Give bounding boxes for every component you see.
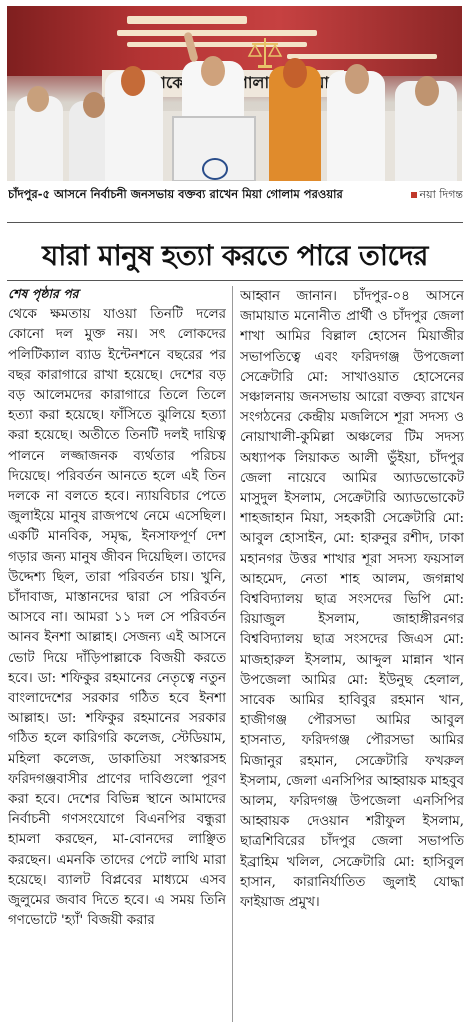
source-square-icon [411, 192, 417, 198]
podium-logo-icon [202, 158, 228, 180]
article-text-left: থেকে ক্ষমতায় যাওয়া তিনটি দলের কোনো দল মুক্ত নয়। সৎ লোকদের পলিটিক্যাল ব্যাড ইন্টেনশনে বছরের পর বছর কারাগারে রাখা হয়েছে। দেশের বড় বড় আলেমদের কারাগারে তিলে তিলে হত্যা করা হয়েছে। ফাঁসিতে ঝুলিয়ে হত্যা করা হয়েছে। অতীতে তিনটি দলই দায়িত্ব পালনে লজ্জাজনক ব্যর্থতার পরিচয় দিয়েছে। পরিবর্তন আনতে হলে এই তিন দলকে না বলতে হবে। ন্যায়বিচার পেতে জুলাইয়ে মানুষ রাজপথে নেমে এসেছিল। একটি মানবিক, সমৃদ্ধ, ইনসাফপূর্ণ দেশ গড়ার জন্য মানুষ জীবন দিয়েছিল। তাদের উদ্দেশ্য ছিল, তারা পরিবর্তন চায়। খুনি, চাঁদাবাজ, মাস্তানদের দ্বারা সে পরিবর্তন আসবে না। আমরা ১১ দল সে পরিবর্তন আনব ইনশা আল্লাহ। সেজন্য এই আসনে ভোট দিয়ে দাঁড়িপাল্লাকে বিজয়ী করতে হবে। ডা: শফিকুর রহমানের নেতৃত্বে নতুন বাংলাদেশের সরকার গঠিত হবে ইনশা আল্লাহ। ডা: শফিকুর রহমানের সরকার গঠিত হলে কারিগরি কলেজ, স্টেডিয়াম, মহিলা কলেজ, ডাকাতিয়া সংস্কারসহ ফরিদগঞ্জবাসীর প্রাণের দাবিগুলো পূরণ করা হবে। দেশের বিভিন্ন স্থানে আমাদের নির্বাচনী গণসংযোগে বিএনপির বন্ধুরা হামলা করছেন, মা-বোনদের লাঞ্ছিত করছেন। এমনকি তাদের পেটে লাথি মারা হয়েছে। ব্যালট বিপ্লবের মাধ্যমে এসব জুলুমের জবাব দিতে হবে। এ সময় তিনি গণভোটে 'হ্যাঁ' বিজয়ী করার [8, 307, 226, 929]
person-head [83, 92, 105, 118]
caption-text: চাঁদপুর-৫ আসনে নির্বাচনী জনসভায় বক্তব্য রাখেন মিয়া গোলাম পরওয়ার [8, 187, 343, 201]
person-head [345, 64, 369, 94]
divider-top [7, 222, 463, 223]
scale-emblem-icon [247, 34, 283, 70]
article-column-left [8, 284, 226, 1024]
news-photo [7, 6, 462, 181]
person-head [27, 86, 49, 112]
article-column-right [240, 287, 464, 1023]
continuation-label: শেষ পৃষ্ঠার পর [8, 286, 79, 301]
column-divider [232, 286, 233, 1022]
person-head [121, 66, 145, 96]
divider-headline [7, 280, 463, 281]
person-head [283, 58, 307, 88]
podium [172, 116, 256, 181]
person-head [415, 76, 439, 106]
headline: যারা মানুষ হত্যা করতে পারে তাদের [42, 239, 428, 272]
banner-text: গোলাম [102, 70, 344, 97]
article-text-right: আহ্বান জানান। চাঁদপুর-০৪ আসনে জামায়াত মনোনীত প্রার্থী ও চাঁদপুর জেলা শাখা আমির বিল্লাল হোসেন মিয়াজীর সভাপতিত্বে এবং ফরিদগঞ্জ উপজেলা সেক্রেটারি মো: সাখাওয়াত হোসেনের সঞ্চালনায় জনসভায় আরো বক্তব্য রাখেন সংগঠনের কেন্দ্রীয় মজলিসে শূরা সদস্য ও নোয়াখালী-কুমিল্লা অঞ্চলের টিম সদস্য অধ্যাপক লিয়াকত আলী ভুঁইয়া, চাঁদপুর জেলা নায়েবে আমির অ্যাডভোকেট মাসুদুল ইসলাম, সেক্রেটারি অ্যাডভোকেট শাহজাহান মিয়া, সহকারী সেক্রেটারি মো: আবুল হোসাইন, মো: হারুনুর রশীদ, ঢাকা মহানগর উত্তর শাখার শূরা সদস্য ফয়সাল আহমেদ, নেতা শাহ আলম, জগন্নাথ বিশ্ববিদ্যালয় ছাত্র সংসদের ভিপি মো: রিয়াজুল ইসলাম, জাহাঙ্গীরনগর বিশ্ববিদ্যালয় ছাত্র সংসদের জিএস মো: মাজহারুল ইসলাম, আব্দুল মান্নান খান উপজেলা আমির মো: ইউনুছ হেলাল, সাবেক আমির হাবিবুর রহমান খান, হাজীগঞ্জ পৌরসভা আমির আবুল হাসনাত, ফরিদগঞ্জ পৌরসভা আমির মিজানুর রহমান, সেক্রেটারি ফখরুল ইসলাম, জেলা এনসিপির আহ্বায়ক মাহবুব আলম, ফরিদগঞ্জ উপজেলা এনসিপির আহ্বায়ক দেওয়ান শরীফুল ইসলাম, ছাত্রশিবিরের চাঁদপুর জেলা সভাপতি ইব্রাহিম খলিল, সেক্রেটারি মো: হাসিবুল হাসান, কারানির্যাতিত জুলাই যোদ্ধা ফাইয়াজ প্রমুখ। [240, 289, 464, 911]
person-head [201, 56, 225, 86]
photo-caption [8, 186, 463, 204]
source-label: নয়া দিগন্ত [419, 188, 463, 201]
photo-source [411, 186, 463, 204]
